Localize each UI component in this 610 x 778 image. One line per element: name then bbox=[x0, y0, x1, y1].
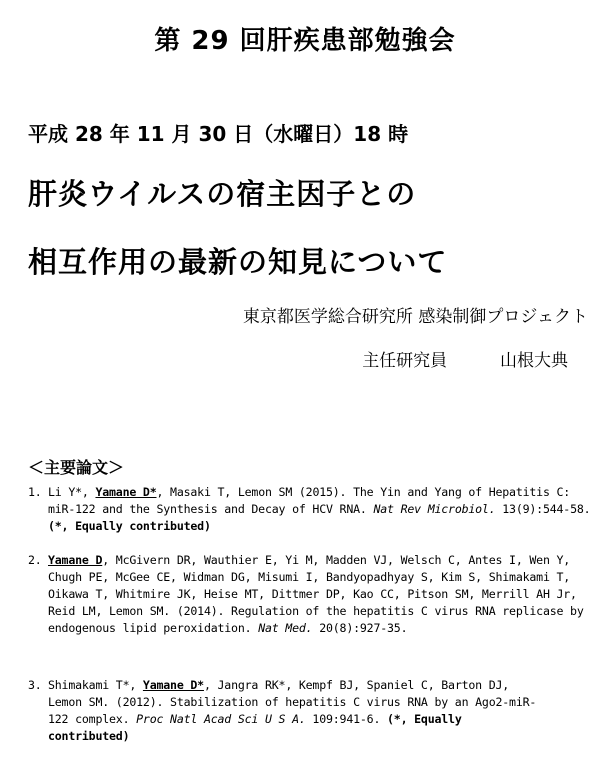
speaker-affiliation: 東京都医学総合研究所 感染制御プロジェクト bbox=[242, 307, 588, 327]
publication-number: 3. bbox=[28, 678, 42, 692]
authors-text: , Masaki T, Lemon SM (2015). The Yin and Yang of Hepatitis C: bbox=[156, 485, 571, 499]
publication-line bbox=[48, 677, 600, 694]
equal-contribution-note: (*, Equally contributed) bbox=[48, 519, 211, 533]
publication-number: 2. bbox=[28, 553, 42, 567]
publication-item bbox=[28, 552, 600, 637]
event-datetime: 平成 28 年 11 月 30 日（水曜日）18 時 bbox=[28, 122, 409, 146]
publication-line bbox=[48, 501, 600, 518]
publication-item bbox=[28, 484, 600, 535]
speaker-position: 主任研究員 bbox=[362, 351, 448, 371]
publications-heading: ＜主要論文＞ bbox=[28, 458, 125, 477]
publication-line: Oikawa T, Whitmire JK, Heise MT, Dittmer DP, Kao CC, Pitson SM, Merrill AH Jr, bbox=[48, 587, 577, 601]
citation-text: 13(9):544-58. bbox=[495, 502, 591, 516]
citation-text: 20(8):927-35. bbox=[312, 621, 408, 635]
publication-line bbox=[48, 484, 600, 501]
journal-name: Proc Natl Acad Sci U S A. bbox=[136, 712, 306, 726]
journal-name: Nat Med. bbox=[258, 621, 313, 635]
publication-line: Chugh PE, McGee CE, Widman DG, Misumi I, Bandyopadhyay S, Kim S, Shimakami T, bbox=[48, 570, 571, 584]
publication-line bbox=[48, 552, 600, 569]
self-author: Yamane D bbox=[48, 553, 103, 567]
title-text: 122 complex. bbox=[48, 712, 137, 726]
publication-line: Lemon SM. (2012). Stabilization of hepatitis C virus RNA by an Ago2-miR- bbox=[48, 695, 537, 709]
self-author: Yamane D* bbox=[142, 678, 204, 692]
talk-title-line-1: 肝炎ウイルスの宿主因子との bbox=[28, 177, 417, 211]
equal-contribution-note: (*, Equally bbox=[387, 712, 462, 726]
self-author: Yamane D* bbox=[95, 485, 157, 499]
authors-text: Shimakami T*, bbox=[48, 678, 143, 692]
title-text: miR-122 and the Synthesis and Decay of HCV RNA. bbox=[48, 502, 374, 516]
publication-line bbox=[48, 620, 600, 637]
publication-number: 1. bbox=[28, 485, 42, 499]
authors-text: Li Y*, bbox=[48, 485, 96, 499]
authors-text: , Jangra RK*, Kempf BJ, Spaniel C, Barton DJ, bbox=[203, 678, 510, 692]
citation-text: 109:941-6. bbox=[305, 712, 388, 726]
journal-name: Nat Rev Microbiol. bbox=[373, 502, 496, 516]
publication-item bbox=[28, 677, 600, 745]
authors-text: , McGivern DR, Wauthier E, Yi M, Madden VJ, Welsch C, Antes I, Wen Y, bbox=[102, 553, 571, 567]
publication-line: Reid LM, Lemon SM. (2014). Regulation of the hepatitis C virus RNA replicase by bbox=[48, 604, 584, 618]
title-text: endogenous lipid peroxidation. bbox=[48, 621, 259, 635]
equal-contribution-note: contributed) bbox=[48, 729, 130, 743]
talk-title-line-2: 相互作用の最新の知見について bbox=[28, 245, 448, 279]
page-title: 第 29 回肝疾患部勉強会 bbox=[154, 26, 456, 56]
publication-list bbox=[28, 0, 600, 778]
publication-line bbox=[48, 711, 600, 728]
speaker-name: 山根大典 bbox=[500, 351, 568, 371]
